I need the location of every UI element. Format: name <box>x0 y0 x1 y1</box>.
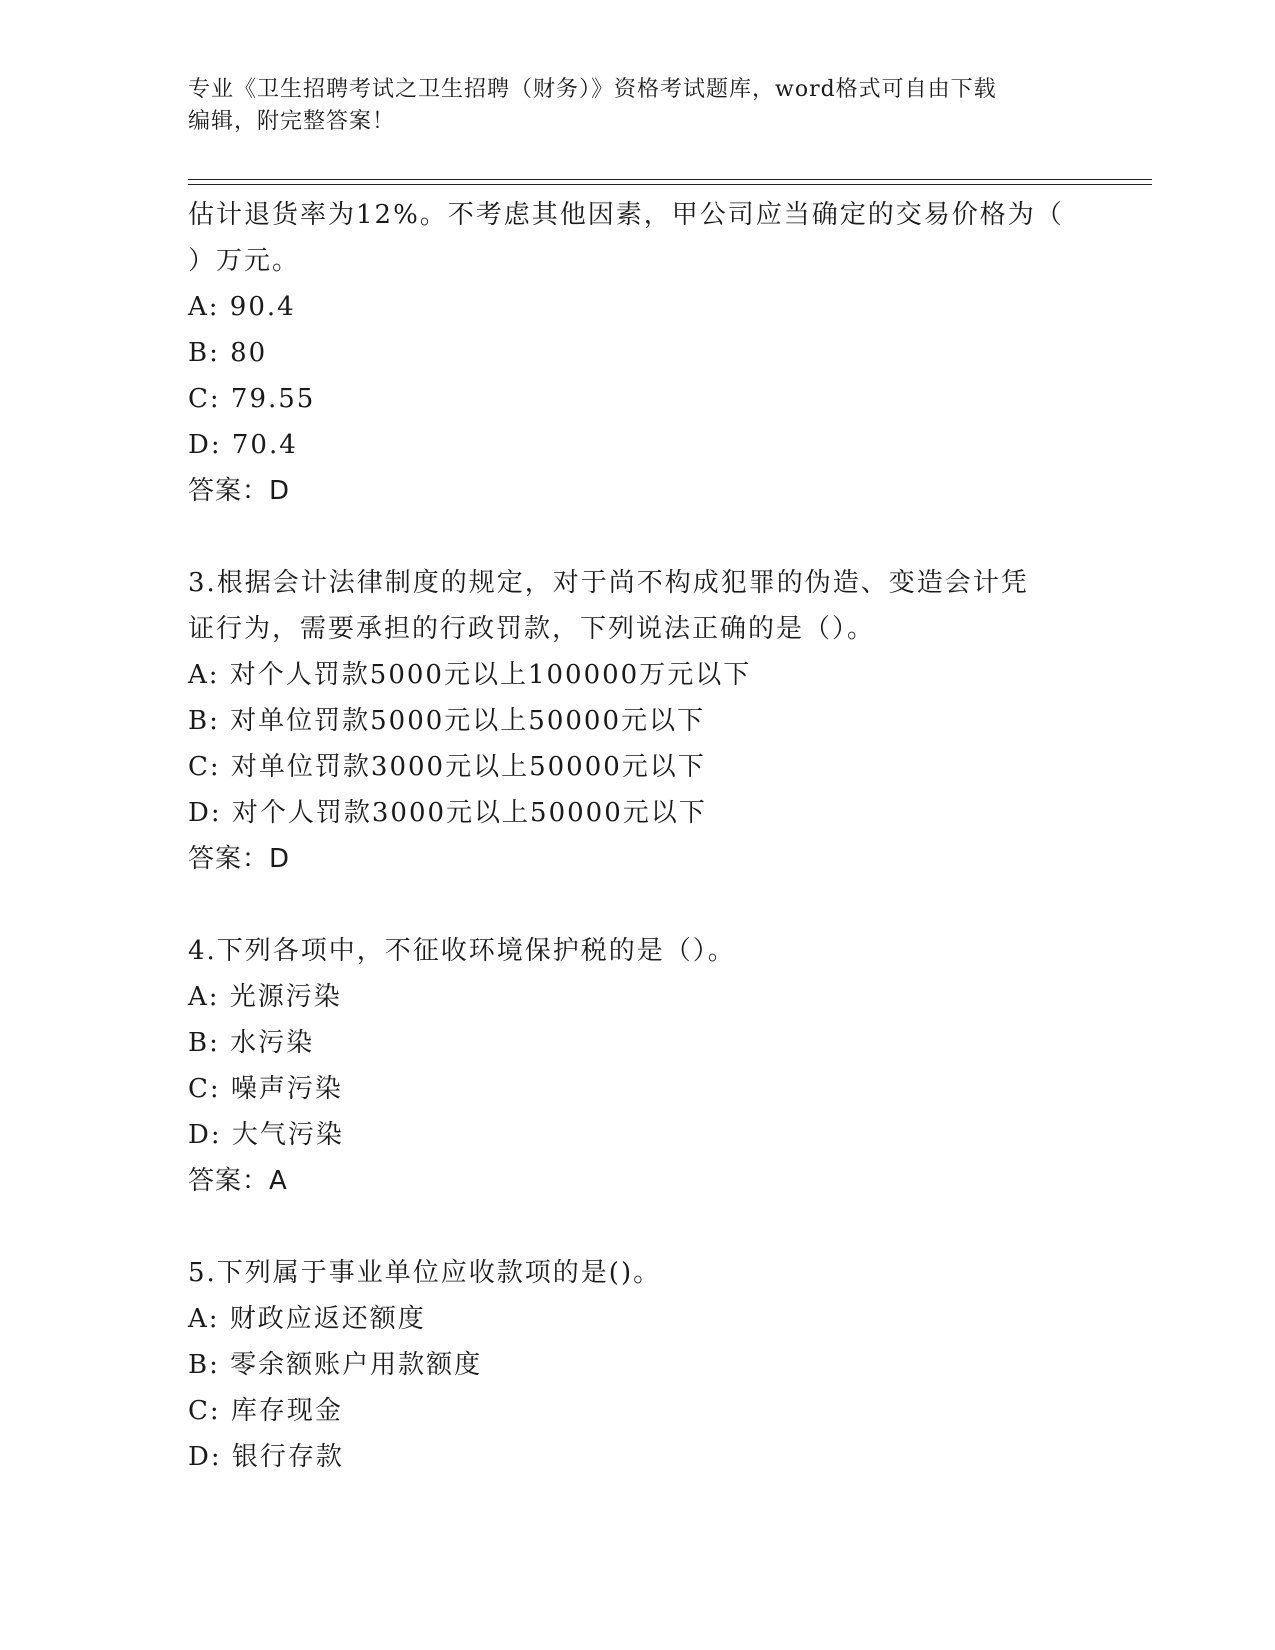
option-a: A: 光源污染 <box>188 982 342 1012</box>
option-d: D: 对个人罚款3000元以上50000元以下 <box>188 798 707 828</box>
option-d: D: 70.4 <box>188 430 298 460</box>
answer-label: 答案：D <box>188 476 291 506</box>
question-text: 5.下列属于事业单位应收款项的是()。 <box>188 1258 662 1288</box>
question-list <box>188 192 1148 1480</box>
option-a: A: 财政应返还额度 <box>188 1304 426 1334</box>
question-4 <box>188 928 1148 1204</box>
question-2 <box>188 192 1148 514</box>
header-divider-bottom <box>188 184 1152 185</box>
option-b: B: 对单位罚款5000元以上50000元以下 <box>188 706 706 736</box>
question-text: 4.下列各项中，不征收环境保护税的是（）。 <box>188 936 736 966</box>
option-c: C: 对单位罚款3000元以上50000元以下 <box>188 752 706 782</box>
question-text: 估计退货率为12%。不考虑其他因素，甲公司应当确定的交易价格为（ <box>188 200 1064 230</box>
option-d: D: 大气污染 <box>188 1120 344 1150</box>
spacer <box>188 882 1148 928</box>
question-text: 证行为，需要承担的行政罚款，下列说法正确的是（）。 <box>188 614 876 644</box>
option-c: C: 79.55 <box>188 384 316 414</box>
question-text: 3.根据会计法律制度的规定，对于尚不构成犯罪的伪造、变造会计凭 <box>188 568 1029 598</box>
header-line-1: 专业《卫生招聘考试之卫生招聘（财务）》资格考试题库，word格式可自由下载 <box>188 77 997 102</box>
answer-label: 答案：D <box>188 844 291 874</box>
option-b: B: 零余额账户用款额度 <box>188 1350 483 1380</box>
option-a: A: 对个人罚款5000元以上100000万元以下 <box>188 660 752 690</box>
question-3 <box>188 560 1148 882</box>
header-divider-top <box>188 179 1152 180</box>
option-a: A: 90.4 <box>188 292 296 322</box>
question-text: ）万元。 <box>188 246 301 276</box>
option-c: C: 库存现金 <box>188 1396 343 1426</box>
question-5 <box>188 1250 1148 1480</box>
document-header <box>188 74 1088 138</box>
spacer <box>188 1204 1148 1250</box>
option-b: B: 80 <box>188 338 268 368</box>
option-b: B: 水污染 <box>188 1028 315 1058</box>
header-line-2: 编辑，附完整答案！ <box>188 109 396 134</box>
answer-label: 答案：A <box>188 1166 288 1196</box>
option-d: D: 银行存款 <box>188 1442 344 1472</box>
option-c: C: 噪声污染 <box>188 1074 343 1104</box>
spacer <box>188 514 1148 560</box>
